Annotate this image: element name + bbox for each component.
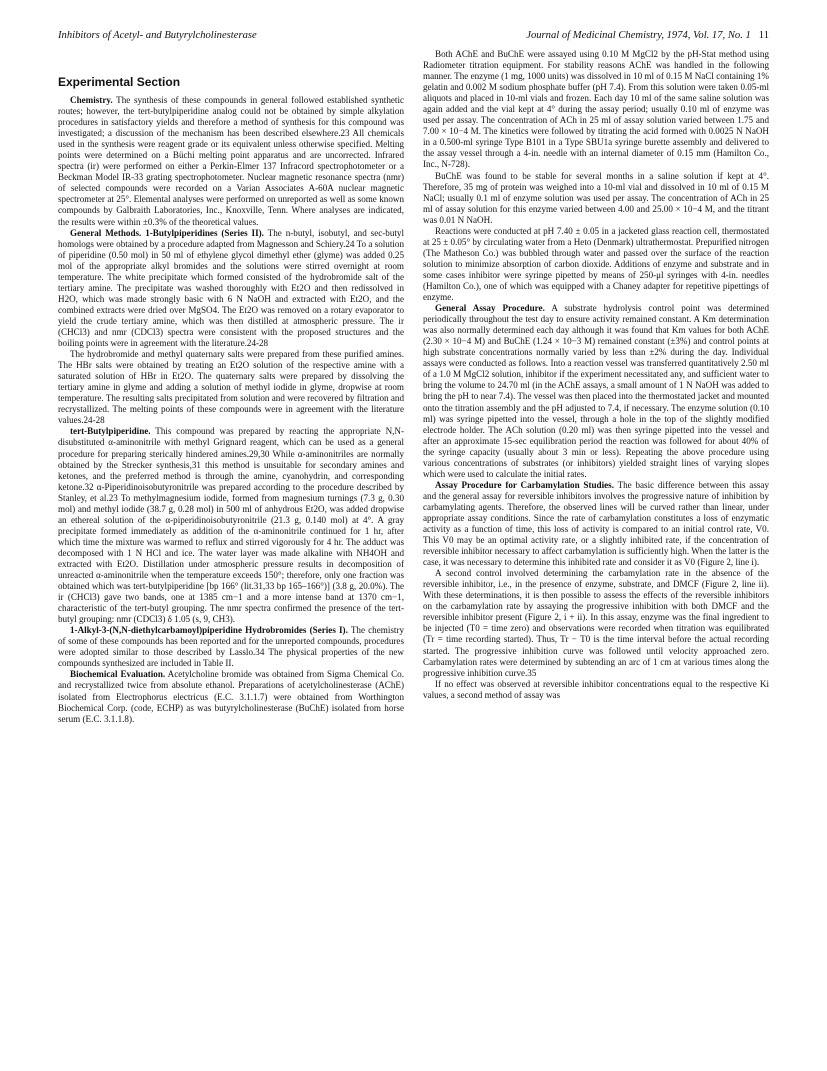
- paragraph-text: A substrate hydrolysis control point was determined periodically throughout the test day to ensure activity remained constant. A Km determination was also normally determined each day although it was found that Km values for both AChE (2.30 × 10−4 M) and BuChE (1.24 × 10−3 M) remained constant (±3%) and control points at high substrate concentrations normally varied by less than ±2% during the day. Individual assays were conducted as follows. Into a reaction vessel was transferred quantitatively 2.50 ml of a 1.0 M MgCl2 solution, inhibitor if the experiment necessitated any, and sufficient water to bring the volume to 24.70 ml (in the AChE assays, a small amount of 1 N NaOH was added to bring the pH to near 7.4). The vessel was then placed into the thermostated jacket and mounted onto the titration assembly and the pH adjusted to 7.4, if necessary. The enzyme solution (0.10 ml) was syringe pipetted into the vessel, through a hole in the top of the slightly modified electrode holder. The ACh solution (0.20 ml) was then syringe pipetted into the vessel and after an approximate 15-sec equilibration period the reaction was followed for about 40% of the syringe capacity (usually about 3 min or less). Repeating the above procedure using various concentrations of substrates (or inhibitors) yielded straight lines of varying slopes which were used to calculate the initial rates.: [423, 303, 769, 479]
- paragraph-buche: [423, 171, 769, 226]
- right-column: [423, 49, 769, 725]
- paragraph-series-i: [58, 625, 404, 669]
- journal-citation: Journal of Medicinal Chemistry, 1974, Vol. 17, No. 1: [526, 30, 751, 41]
- paragraph-second-control: [423, 568, 769, 678]
- running-header: [58, 30, 769, 41]
- two-column-body: [58, 49, 769, 725]
- section-title: Experimental Section: [58, 75, 181, 89]
- paragraph-text: BuChE was found to be stable for several months in a saline solution if kept at 4°. Therefore, 35 mg of protein was weighed into a 10-ml vial and dissolved in 10 ml of 0.15 M NaCl; usually 0.1 ml of enzyme solution was used per assay. The concentration of ACh in 25 ml of assay solution for this enzyme varied between 4.00 and 25.00 × 10−4 M, and the titrant was 0.01 N NaOH.: [423, 170, 769, 225]
- paragraph-text: The n-butyl, isobutyl, and sec-butyl homologs were obtained by a procedure adapted from Magnesson and Schiery.24 To a solution of piperidine (0.50 mol) in 50 ml of ethylene glycol dimethyl ether (glyme) was added 0.25 mol of the appropriate alkyl bromides and the solutions were stirred overnight at room temperature. The white precipitate which formed consisted of the hydrobromide salt of the tertiary amine. The precipitate was washed thoroughly with Et2O and then redissolved in H2O, which was made strongly basic with 6 N NaOH and extracted with Et2O, and the combined extracts were dried over MgSO4. The Et2O was removed on a rotary evaporator to yield the crude tertiary amine, which was then distilled at atmospheric pressure. The ir (CHCl3) and nmr (CDCl3) spectra were consistent with the proposed structures and the boiling points were in agreement with the literature.24-28: [58, 227, 404, 349]
- paragraph-text: Reactions were conducted at pH 7.40 ± 0.05 in a jacketed glass reaction cell, thermostated at 25 ± 0.05° by circulating water from a Heto (Denmark) ultrathermostat. Prepurified nitrogen (The Matheson Co.) was bubbled through water and passed over the surface of the reaction solution to minimize absorption of carbon dioxide. Additions of enzyme and substrate and in some cases inhibitor were syringe pipetted by means of 250-μl syringes with 4-in. needles (Hamilton Co.), one of which was equipped with a Chaney adapter for repetitive pipettings of enzyme.: [423, 225, 769, 303]
- page-number: 11: [758, 30, 769, 41]
- run-in-head: General Methods. 1-Butylpiperidines (Series II).: [70, 227, 264, 238]
- paragraph-chemistry: [58, 95, 404, 228]
- run-in-head: Chemistry.: [70, 95, 113, 105]
- run-in-head: General Assay Procedure.: [435, 303, 545, 314]
- header-left: Inhibitors of Acetyl- and Butyrylcholinesterase: [58, 30, 257, 41]
- paragraph-text: The hydrobromide and methyl quaternary salts were prepared from these purified amines. The HBr salts were obtained by treating an Et2O solution of the respective amine with a saturated solution of HBr in Et2O. The quaternary salts were prepared by dissolving the tertiary amine in glyme and adding a solution of methyl iodide in glyme, dropwise at room temperature. The resulting salts precipitated from solution and were recovered by filtration and recrystallized. The melting points of these compounds were in agreement with the literature values.24-28: [58, 349, 404, 426]
- left-column: [58, 49, 404, 725]
- paragraph-text: A second control involved determining the carbamylation rate in the absence of the reversible inhibitor, i.e., in the presence of enzyme, substrate, and DMCF (Figure 2, line ii). With these determinations, it is then possible to assess the effects of the reversible inhibitors on the carbamylation rate by assaying the progressive inhibition with both DMCF and the reversible inhibitor present (Figure 2, i + ii). In this assay, enzyme was the final ingredient to be injected (T0 = time zero) and observations were recorded when titration was equilibrated (Tr = time recording started). Thus, Tr − T0 is the time interval before the actual recording started. The progressive inhibition curve was followed until velocity approached zero. Carbamylation rates were determined by subtending an arc of 1 cm at various times along the progressive inhibition curve.35: [423, 568, 769, 678]
- paragraph-text: The basic difference between this assay and the general assay for reversible inhibitors involves the progressive nature of inhibition by carbamylating agents. Therefore, the observed lines will be curved rather than linear, under appropriate assay conditions. Since the rate of carbamylation constitutes a loss of enzymatic activity as a function of time, this loss of activity is compared to an initial control rate, V0. This V0 may be an optimal activity rate, or a slightly inhibited rate, if the concentration of reversible inhibitor necessary to affect carbamylation is sufficiently high. When the latter is the case, it was necessary to determine this inhibited rate and consider it as V0 (Figure 2, line i).: [423, 479, 769, 568]
- paragraph-text: The chemistry of some of these compounds has been reported and for the unreported compounds, procedures were adopted similar to those described by Lasslo.34 The physical properties of the new compounds synthesized are included in Table II.: [58, 625, 404, 669]
- paragraph-carbamylation: [423, 480, 769, 568]
- paragraph-biochemical-evaluation: [58, 669, 404, 724]
- paragraph-text: Both AChE and BuChE were assayed using 0.10 M MgCl2 by the pH-Stat method using Radiometer titration equipment. For stability reasons AChE was handled in the following manner. The enzyme (1 mg, 1000 units) was dissolved in 10 ml of 0.15 M NaCl containing 1% gelatin and 0.002 M sodium phosphate buffer (pH 7.4). From this solution were taken 0.05-ml aliquots and placed in 10-ml vials and frozen. Each day 10 ml of the same saline solution was again added and the vial kept at 4° during the assay period; usually 0.10 ml of enzyme was used per assay. The concentration of ACh in 25 ml of assay solution varied between 1.75 and 7.00 × 10−4 M. The kinetics were followed by titrating the acid formed with 0.0025 N NaOH in a 0.500-ml syringe Type B101 in a Type SBU1a syringe burette assembly and delivered to the assay vessel through a 4-in. needle with an internal diameter of 0.15 mm (Hamilton Co., Inc., N-728).: [423, 49, 769, 170]
- paragraph-text: The synthesis of these compounds in general followed established synthetic routes; however, the tert-butylpiperidine analog could not be obtained by simple alkylation procedures in satisfactory yields and therefore a method of synthesis for this compound was investigated; a discussion of the mechanism has been described elsewhere.23 All chemicals used in the synthesis were reagent grade or its equivalent unless otherwise specified. Melting points were determined on a Büchi melting point apparatus and are uncorrected. Infrared spectra (ir) were performed on either a Perkin-Elmer 137 Infracord spectrophotometer or a Beckman Model IR-33 grating spectrophotometer. Nuclear magnetic resonance spectra (nmr) of selected compounds were recorded on a Varian Associates A-60A nuclear magnetic spectrometer at 25°. Elemental analyses were performed on unreported as well as some known compounds by Galbraith Laboratories, Inc., Knoxville, Tenn. Where analyses are indicated, the results were within ±0.3% of the theoretical values.: [58, 95, 405, 227]
- paragraph-general-methods: [58, 228, 404, 350]
- paragraph-tert-butylpiperidine: [58, 426, 404, 625]
- paragraph-text: Acetylcholine bromide was obtained from Sigma Chemical Co. and recrystallized twice from absolute ethanol. Preparations of acetylcholinesterase (AChE) isolated from Electrophorus electricus (E.C. 3.1.1.7) were obtained from Worthington Biochemical Corp. (code, ECHP) as was butyrylcholinesterase (BuChE) isolated from horse serum (E.C. 3.1.1.8).: [58, 669, 404, 724]
- paragraph-no-effect: [423, 679, 769, 701]
- run-in-head: Assay Procedure for Carbamylation Studies.: [435, 479, 614, 490]
- paragraph-text: This compound was prepared by reacting the appropriate N,N-disubstituted α-aminonitrile with methyl Grignard reagent, which can be used as a general procedure for preparing sterically hindered amines.29,30 While α-aminonitriles are normally obtained by the Strecker synthesis,31 this method is unsuitable for secondary amines and ketones, and the preferred method is through the amine, cyanohydrin, and corresponding ketone.32 α-Piperidinoisobutyronitrile was prepared according to the procedure described by Stanley, et al.23 To methylmagnesium iodide, formed from magnesium turnings (7.3 g, 0.30 mol) and methyl iodide (38.7 g, 0.28 mol) in 500 ml of anhydrous Et2O, was added dropwise an ethereal solution of the α-piperidinoisobutyronitrile (21.3 g, 0.140 mol) at 4°. A gray precipitate formed immediately as addition of the α-aminonitrile continued for 1 hr, after which time the mixture was warmed to reflux and stirred vigorously for 4 hr. The adduct was decomposed with 1 N HCl and ice. The water layer was made alkaline with NH4OH and extracted with Et2O. Distillation under atmospheric pressure results in decomposition of unreacted α-aminonitrile when the temperature exceeds 150°; therefore, only one fraction was obtained which was tert-butylpiperidine [bp 166° (lit.31,33 bp 165–166°)] (3.8 g, 20.0%). The ir (CHCl3) gave two bands, one at 1385 cm−1 and a more intense band at 1370 cm−1, characteristic of the tert-butyl grouping. The nmr spectra confirmed the presence of the tert-butyl grouping: nmr (CDCl3) δ 1.05 (s, 9, CH3).: [58, 426, 404, 625]
- paragraph-assay-setup: [423, 49, 769, 171]
- paragraph-general-assay: [423, 303, 769, 480]
- paragraph-reactions: [423, 226, 769, 303]
- header-right: [526, 30, 769, 41]
- run-in-head: Biochemical Evaluation.: [70, 669, 166, 680]
- paragraph-salts: [58, 349, 404, 426]
- paragraph-text: If no effect was observed at reversible inhibitor concentrations equal to the respective Ki values, a second method of assay was: [423, 678, 769, 700]
- run-in-head: tert-Butylpiperidine.: [70, 426, 151, 437]
- run-in-head: 1-Alkyl-3-(N,N-diethylcarbamoyl)piperidine Hydrobromides (Series I).: [70, 625, 348, 636]
